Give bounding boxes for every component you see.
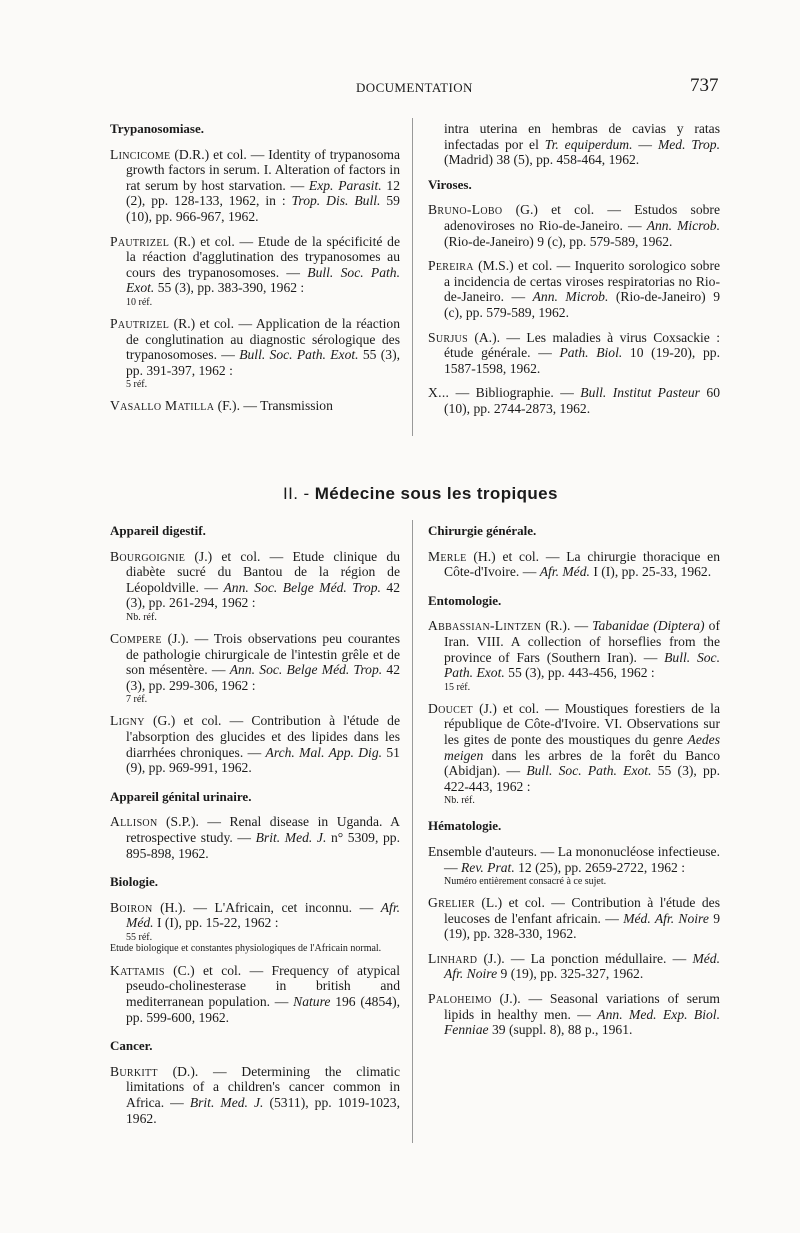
category-heading: Appareil génital urinaire. [110, 788, 252, 804]
entry-journal: Bull. Soc. Path. Exot. [126, 264, 400, 296]
column-divider [412, 118, 413, 436]
category-heading: Appareil digestif. [110, 523, 206, 538]
entry-text: 55 (3), pp. 391-397, 1962 : [126, 347, 401, 378]
entry-author: Merle [428, 548, 467, 564]
category-heading: Hématologie. [428, 818, 502, 834]
entry-text: 196 (4854), pp. 599-600, 1962. [126, 994, 400, 1025]
entry-journal: Nature [293, 994, 331, 1010]
bibliography-entry [110, 963, 400, 1025]
entry-text: 55 (3), pp. 422-443, 1962 : [444, 763, 721, 794]
bibliography-entry [428, 844, 720, 875]
entry-text: intra uterina en hembras de cavias y ratas infectadas por el [444, 121, 720, 152]
entry-reference-count: 10 réf. [126, 296, 153, 308]
category-heading: Entomologie. [428, 592, 502, 608]
entry-text: 42 (3), pp. 299-306, 1962 : [126, 662, 401, 693]
bibliography-entry [428, 895, 720, 942]
bibliography-entry [110, 814, 400, 861]
top-left-column [110, 121, 400, 423]
entry-journal: Path. Biol. [559, 345, 623, 361]
entry-author: Linhard [428, 950, 478, 966]
bibliography-entry [110, 316, 400, 378]
entry-text: (5311), pp. 1019-1023, 1962. [126, 1095, 401, 1126]
entry-text: 10 (19-20), pp. 1587-1598, 1962. [444, 345, 720, 376]
entry-journal: Tr. equiperdum. [544, 136, 633, 152]
entry-reference-count: Nb. réf. [444, 795, 475, 807]
entry-journal: Ann. Soc. Belge Méd. Trop. [223, 579, 381, 595]
entry-journal: Rev. Prat. [461, 859, 515, 875]
bottom-right-column [428, 523, 720, 1047]
entry-text: (H.). — L'Africain, cet inconnu. — [152, 899, 381, 915]
entry-author: Grelier [428, 895, 475, 911]
category-heading: Trypanosomiase. [110, 121, 205, 136]
entry-journal: Arch. Mal. App. Dig. [265, 744, 383, 760]
bibliography-entry [428, 330, 720, 377]
entry-text: (J.). — La ponction médullaire. — [477, 950, 693, 966]
bibliography-entry-continuation [428, 121, 720, 168]
bibliography-entry [428, 701, 720, 795]
entry-reference-count: 55 réf. [126, 931, 153, 943]
entry-author: Paloheimo [428, 991, 492, 1007]
entry-journal: Afr. Méd. [539, 564, 590, 580]
entry-author: Kattamis [110, 962, 165, 978]
entry-journal: Tabanidae (Diptera) [592, 618, 705, 634]
entry-text: 59 (10), pp. 966-967, 1962. [126, 193, 400, 224]
bibliography-entry [428, 258, 720, 320]
entry-author: Vasallo Matilla [110, 398, 215, 414]
bibliography-entry [428, 549, 720, 580]
entry-reference-count: 7 réf. [126, 694, 148, 706]
entry-text: 42 (3), pp. 261-294, 1962 : [126, 579, 400, 611]
entry-text: 12 (25), pp. 2659-2722, 1962 : [514, 859, 686, 875]
running-title: DOCUMENTATION [356, 80, 473, 95]
entry-journal: Trop. Dis. Bull. [291, 193, 381, 209]
entry-text: 55 (3), pp. 443-456, 1962 : [504, 665, 655, 681]
entry-text: (G.) et col. — Estudos sobre adenoviroses no Rio-de-Janeiro. — [444, 202, 720, 233]
entry-author: Boiron [110, 899, 153, 915]
entry-text: (S.P.). — Renal disease in Uganda. A retrospective study. — [126, 814, 400, 845]
entry-journal: Bull. Soc. Path. Exot. [444, 649, 720, 681]
column-divider [412, 520, 413, 1143]
bibliography-entry [110, 147, 400, 225]
top-right-column [428, 121, 720, 426]
entry-journal: Bull. Soc. Path. Exot. [526, 763, 652, 779]
entry-text: (H.) et col. — La chirurgie thoracique en Côte-d'Ivoire. — [444, 548, 720, 580]
entry-author: Surjus [428, 329, 468, 345]
entry-journal: Ann. Med. Exp. Biol. Fenniae [444, 1006, 720, 1038]
entry-text: (J.) et col. — Moustiques forestiers de la république de Côte-d'Ivoire. VI. Observations sur les gites de ponte des moustiques du genre [444, 700, 720, 747]
bibliography-entry [428, 991, 720, 1038]
entry-text: (J.) et col. — Etude clinique du diabète sucré du Bantou de la région de Léopoldville. — [126, 548, 400, 595]
category-heading: Chirurgie générale. [428, 523, 537, 538]
entry-note: Etude biologique et constantes physiologiques de l'Africain normal. [110, 942, 382, 954]
entry-author: Bourgoignie [110, 548, 186, 564]
entry-text: (R.). — [541, 618, 593, 634]
entry-author: Burkitt [110, 1063, 158, 1079]
entry-text: 39 (suppl. 8), 88 p., 1961. [488, 1022, 633, 1038]
bibliography-entry [110, 631, 400, 693]
bibliography-entry [110, 234, 400, 296]
entry-text: (Rio-de-Janeiro) 9 (c), pp. 579-589, 1962. [444, 289, 720, 320]
entry-journal: Aedes meigen [444, 731, 720, 763]
entry-text: (M.S.) et col. — Inquerito sorologico sobre a incidencia de certas viroses respiratorias no Rio-de-Janeiro. — [444, 258, 720, 305]
bibliography-entry [428, 202, 720, 249]
entry-journal: Méd. Afr. Noire [444, 950, 720, 982]
entry-author: Lincicome [110, 146, 171, 162]
entry-reference-count: 5 réf. [126, 379, 148, 391]
entry-reference-count: Nb. réf. [126, 611, 157, 623]
category-heading: Cancer. [110, 1038, 153, 1054]
entry-text: (R.) et col. — Application de la réaction de conglutination au diagnostic sérologique des trypanosomoses. — [126, 315, 400, 363]
page-header [0, 75, 800, 100]
entry-journal: Brit. Med. J. [189, 1095, 264, 1111]
bibliography-entry [428, 618, 720, 680]
entry-text: (Rio-de-Janeiro) 9 (c), pp. 579-589, 1962. [444, 233, 673, 249]
entry-text: n° 5309, pp. 895-898, 1962. [126, 829, 400, 861]
category-heading: Biologie. [110, 874, 159, 890]
entry-text: 51 (9), pp. 969-991, 1962. [126, 744, 400, 776]
entry-author: Doucet [428, 700, 473, 716]
entry-text: (D.). — Determining the climatic limitations of a children's cancer common in Africa. — [126, 1063, 400, 1111]
entry-text: (G.) et col. — Contribution à l'étude de l'absorption des glucides et des lipides dans les diarrhées chroniques. — [126, 713, 400, 760]
bibliography-entry [110, 549, 400, 611]
section-heading: Médecine sous les tropiques [314, 484, 558, 503]
entry-text: (D.R.) et col. — Identity of trypanosoma growth factors in serum. I. Alteration of factors in rat serum by host starvation. — [126, 146, 400, 193]
bibliography-entry [428, 951, 720, 982]
bottom-left-column [110, 523, 400, 1135]
entry-text: 9 (19), pp. 325-327, 1962. [497, 966, 644, 982]
bibliography-entry [110, 398, 400, 414]
page-number: 737 [690, 75, 719, 96]
entry-reference-count: 15 réf. [444, 681, 471, 693]
entry-text: 12 (2), pp. 128-133, 1962, in : [126, 177, 400, 209]
entry-author: Compere [110, 630, 162, 646]
entry-text: of Iran. VIII. A collection of horseflies from the province of Fars (Southern Iran). — [444, 618, 720, 665]
entry-text: Ensemble d'auteurs. — La mononucléose infectieuse. — [428, 843, 720, 875]
entry-text: 9 (19), pp. 328-330, 1962. [444, 910, 721, 942]
entry-text: (J.). — Seasonal variations of serum lipids in healthy men. — [444, 991, 720, 1022]
category-heading: Viroses. [428, 176, 472, 192]
entry-text: 60 (10), pp. 2744-2873, 1962. [444, 385, 721, 416]
entry-text: (J.). — Trois observations peu courantes de pathologie chirurgicale de l'intestin grêle et de son mésentère. — [126, 630, 400, 678]
entry-text: — Bibliographie. — [449, 385, 581, 401]
entry-text: (A.). — Les maladies à virus Coxsackie : étude générale. — [444, 329, 720, 361]
entry-author: Bruno-Lobo [428, 202, 503, 218]
bibliography-entry [110, 713, 400, 775]
entry-journal: Med. Trop. [657, 136, 720, 152]
bibliography-entry [110, 900, 400, 931]
entry-reference-count: Numéro entièrement consacré à ce sujet. [444, 876, 607, 888]
entry-text: (C.) et col. — Frequency of atypical pseudo-cholinesterase in british and mediterranean population. — [126, 962, 400, 1010]
entry-text: I (I), pp. 15-22, 1962 : [153, 915, 279, 931]
entry-journal: Bull. Soc. Path. Exot. [239, 347, 359, 363]
section-number: II. - [283, 484, 310, 503]
entry-journal: Brit. Med. J. [255, 829, 327, 845]
entry-journal: Ann. Soc. Belge Méd. Trop. [229, 662, 383, 678]
entry-author: Allison [110, 814, 158, 830]
entry-journal: Ann. Microb. [646, 217, 720, 233]
entry-journal: Afr. Méd. [126, 899, 400, 931]
entry-author: Pautrizel [110, 315, 170, 331]
entry-text: 55 (3), pp. 383-390, 1962 : [154, 280, 305, 296]
bibliography-entry [428, 385, 720, 416]
entry-text: (Madrid) 38 (5), pp. 458-464, 1962. [444, 152, 640, 168]
entry-journal: Ann. Microb. [532, 289, 609, 305]
entry-journal: Méd. Afr. Noire [623, 910, 709, 926]
entry-author: X... [428, 385, 450, 401]
entry-text: (R.) et col. — Etude de la spécificité de la réaction d'agglutination des trypanosomes au cours des trypanosomoses. — [126, 233, 400, 280]
entry-text: dans les arbres de la forêt du Banco (Abidjan). — [444, 747, 720, 779]
bibliography-entry [110, 1064, 400, 1126]
entry-author: Pautrizel [110, 233, 170, 249]
entry-text: I (I), pp. 25-33, 1962. [589, 564, 712, 580]
entry-author: Abbassian-Lintzen [428, 618, 542, 634]
entry-text: (L.) et col. — Contribution à l'étude des leucoses de l'enfant africain. — [444, 895, 720, 926]
entry-journal: Exp. Parasit. [308, 177, 382, 193]
entry-author: Ligny [110, 713, 145, 729]
entry-author: Pereira [428, 258, 474, 274]
entry-text: — [632, 136, 658, 152]
section-title [283, 484, 558, 504]
entry-text: (F.). — Transmission [214, 398, 333, 414]
entry-journal: Bull. Institut Pasteur [580, 385, 700, 401]
